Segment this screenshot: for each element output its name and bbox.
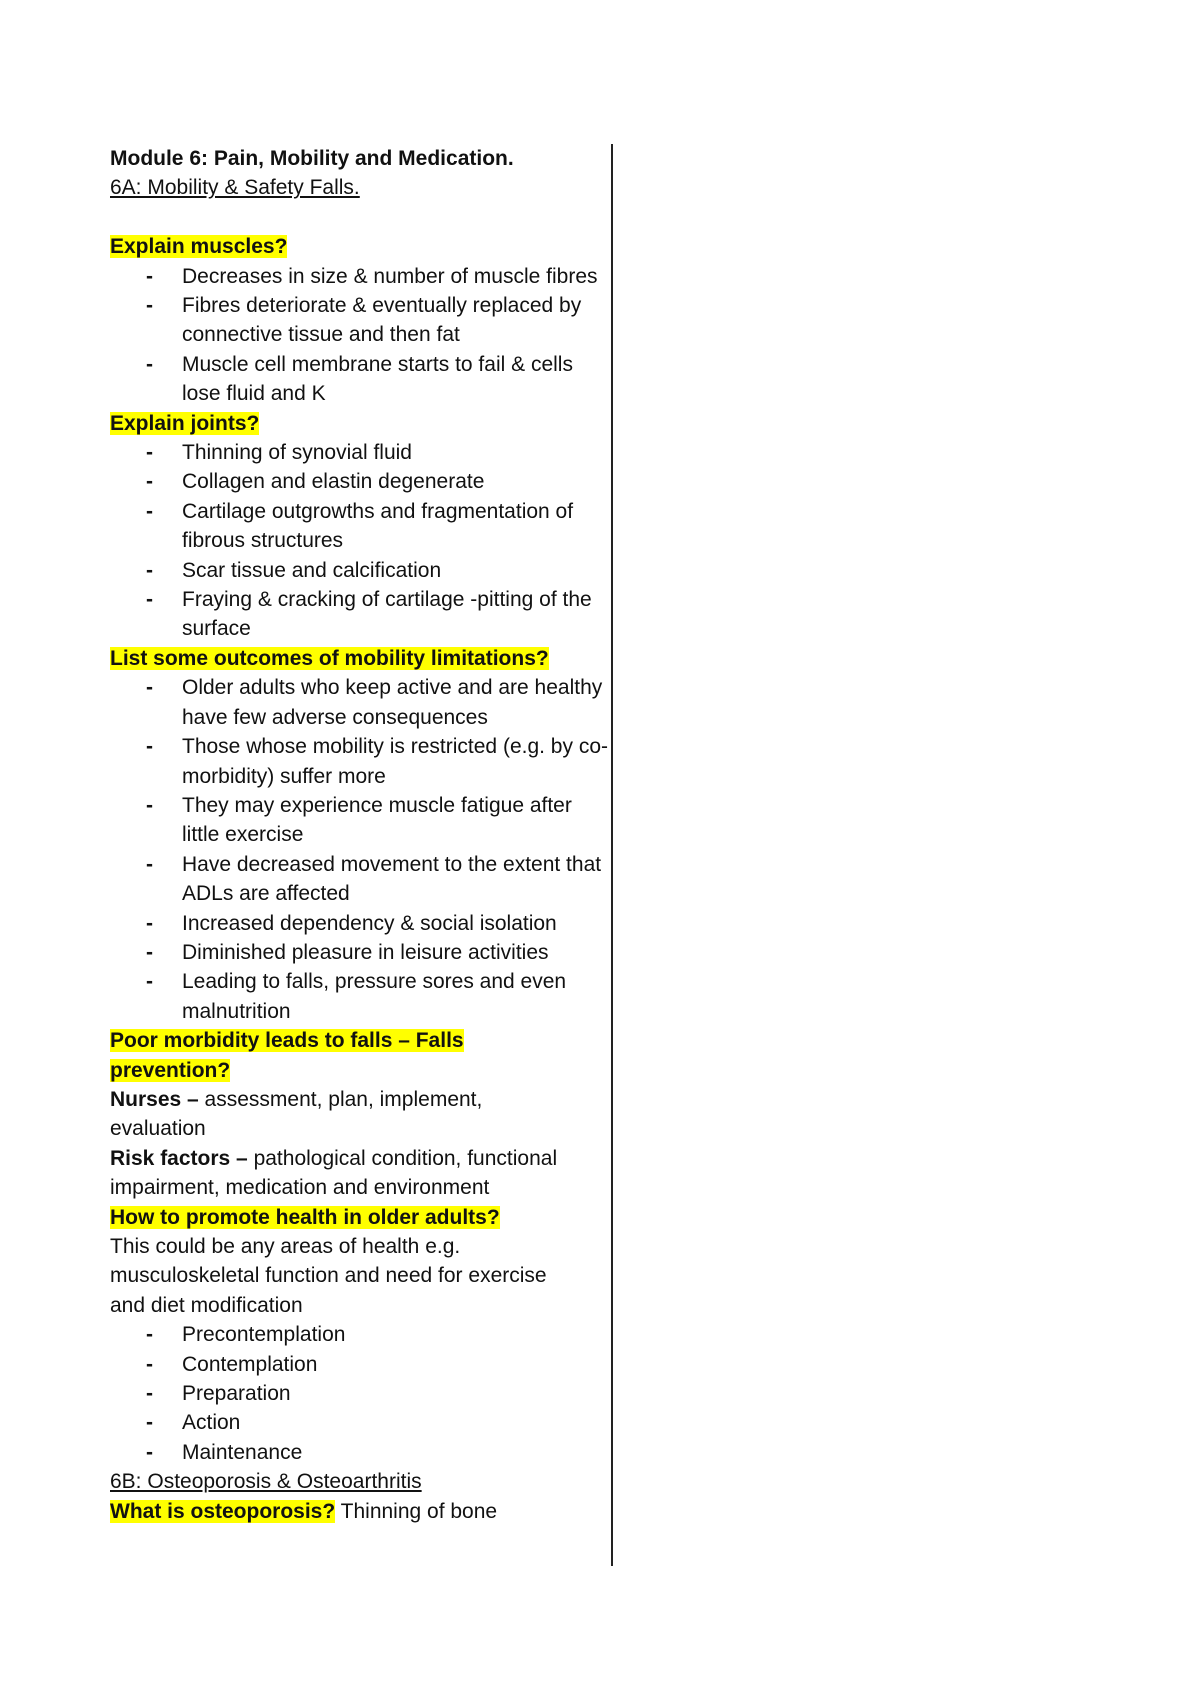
- dash-bullet: -: [146, 793, 153, 817]
- list-item-text: Those whose mobility is restricted (e.g. by co-morbidity) suffer more: [182, 735, 608, 788]
- question-heading: [110, 1026, 610, 1055]
- dash-bullet: -: [146, 1352, 153, 1376]
- question-heading: [110, 1203, 610, 1232]
- list-item: [110, 1379, 610, 1408]
- list-item: [110, 967, 610, 1026]
- list-item: [110, 1408, 610, 1437]
- list-item-text: Precontemplation: [182, 1323, 346, 1347]
- list-item: [110, 673, 610, 732]
- dash-bullet: -: [146, 911, 153, 935]
- dash-bullet: -: [146, 352, 153, 376]
- highlighted-question: Explain muscles?: [110, 235, 288, 259]
- list-item: [110, 850, 610, 909]
- paragraph-line: and diet modification: [110, 1293, 303, 1317]
- dash-bullet: -: [146, 1440, 153, 1464]
- blank-line: [110, 203, 610, 232]
- module-title: Module 6: Pain, Mobility and Medication.: [110, 147, 514, 170]
- list-item-text: Diminished pleasure in leisure activities: [182, 940, 549, 964]
- list-item-text: Have decreased movement to the extent that ADLs are affected: [182, 852, 602, 906]
- list-item: [110, 585, 610, 644]
- list-item-text: Decreases in size & number of muscle fibres: [182, 264, 598, 288]
- list-item: [110, 1438, 610, 1467]
- list-item-text: Cartilage outgrowths and fragmentation of fibrous structures: [182, 499, 574, 553]
- highlighted-question: Explain joints?: [110, 411, 260, 435]
- list-item-text: Contemplation: [182, 1352, 318, 1376]
- list-item: [110, 1350, 610, 1379]
- highlighted-question: What is osteoporosis?: [110, 1499, 336, 1523]
- list-item: [110, 909, 610, 938]
- question-heading: [110, 409, 610, 438]
- risk-line: [110, 1144, 610, 1173]
- list-item-text: Increased dependency & social isolation: [182, 911, 557, 935]
- list-item-text: Leading to falls, pressure sores and even malnutrition: [182, 970, 567, 1023]
- list-item-text: Fraying & cracking of cartilage -pitting of the surface: [182, 588, 592, 641]
- list-item: [110, 1320, 610, 1349]
- notes-column: [110, 144, 610, 1526]
- list-item: [110, 438, 610, 467]
- list-item: [110, 467, 610, 496]
- list-item: [110, 291, 610, 350]
- section-heading-6a: 6A: Mobility & Safety Falls.: [110, 176, 360, 200]
- dash-bullet: -: [146, 588, 153, 612]
- list-item: [110, 350, 610, 409]
- list-item-text: Fibres deteriorate & eventually replaced by connective tissue and then fat: [182, 294, 582, 347]
- dash-bullet: -: [146, 676, 153, 700]
- dash-bullet: -: [146, 1382, 153, 1406]
- dash-bullet: -: [146, 558, 153, 582]
- highlighted-question: How to promote health in older adults?: [110, 1205, 500, 1229]
- joints-list: [110, 438, 610, 644]
- list-item-text: Thinning of synovial fluid: [182, 441, 412, 465]
- dash-bullet: -: [146, 852, 153, 876]
- dash-bullet: -: [146, 470, 153, 494]
- nurses-label: Nurses –: [110, 1087, 199, 1111]
- highlighted-question: List some outcomes of mobility limitations?: [110, 646, 549, 670]
- list-item: [110, 791, 610, 850]
- dash-bullet: -: [146, 499, 153, 523]
- list-item-text: Scar tissue and calcification: [182, 558, 442, 582]
- dash-bullet: -: [146, 1323, 153, 1347]
- question-heading: [110, 644, 610, 673]
- list-item: [110, 938, 610, 967]
- paragraph-line: musculoskeletal function and need for exercise: [110, 1264, 547, 1288]
- list-item-text: They may experience muscle fatigue after little exercise: [182, 793, 572, 847]
- nurses-text: assessment, plan, implement,: [198, 1087, 483, 1111]
- dash-bullet: -: [146, 970, 153, 994]
- dash-bullet: -: [146, 1411, 153, 1435]
- list-item-text: Action: [182, 1411, 241, 1435]
- highlighted-question: prevention?: [110, 1058, 231, 1082]
- dash-bullet: -: [146, 264, 153, 288]
- list-item-text: Muscle cell membrane starts to fail & cells lose fluid and K: [182, 352, 573, 406]
- stages-list: [110, 1320, 610, 1467]
- nurses-line: [110, 1085, 610, 1114]
- osteoporosis-line: [110, 1497, 610, 1526]
- risk-label: Risk factors –: [110, 1146, 248, 1170]
- dash-bullet: -: [146, 940, 153, 964]
- list-item-text: Collagen and elastin degenerate: [182, 470, 485, 494]
- highlighted-question: Poor morbidity leads to falls – Falls: [110, 1029, 464, 1053]
- muscles-list: [110, 262, 610, 409]
- list-item-text: Older adults who keep active and are healthy have few adverse consequences: [182, 676, 603, 729]
- list-item: [110, 732, 610, 791]
- risk-text: pathological condition, functional: [247, 1146, 558, 1170]
- dash-bullet: -: [146, 294, 153, 318]
- dash-bullet: -: [146, 441, 153, 465]
- list-item: [110, 497, 610, 556]
- list-item: [110, 262, 610, 291]
- dash-bullet: -: [146, 735, 153, 759]
- paragraph-line: This could be any areas of health e.g.: [110, 1235, 461, 1259]
- list-item-text: Maintenance: [182, 1440, 303, 1464]
- question-heading: [110, 232, 610, 261]
- nurses-text-cont: evaluation: [110, 1117, 206, 1141]
- question-heading: [110, 1056, 610, 1085]
- list-item: [110, 556, 610, 585]
- list-item-text: Preparation: [182, 1382, 291, 1406]
- section-heading-6b: 6B: Osteoporosis & Osteoarthritis: [110, 1470, 422, 1494]
- osteoporosis-answer: Thinning of bone: [335, 1499, 498, 1523]
- column-divider: [611, 144, 613, 1566]
- risk-text-cont: impairment, medication and environment: [110, 1176, 490, 1200]
- outcomes-list: [110, 673, 610, 1026]
